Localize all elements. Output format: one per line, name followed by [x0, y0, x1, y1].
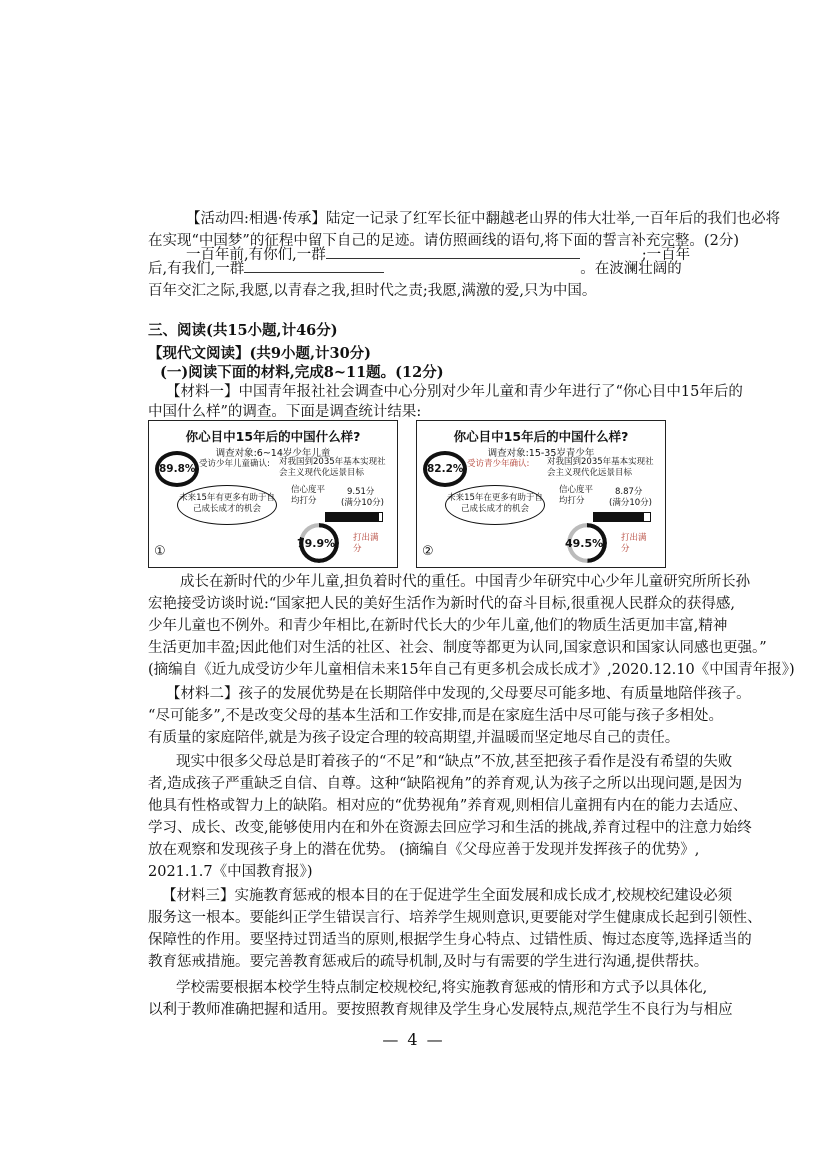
- material-3-para-3: 保障性的作用。要坚持过罚适当的原则,根据学生身心特点、过错性质、悔过态度等,选择适当的: [148, 932, 752, 948]
- chart-1-confirm-label: 受访少年儿童确认:: [199, 459, 270, 469]
- page-number: — 4 —: [382, 1030, 445, 1049]
- answer-blank-1[interactable]: [326, 244, 580, 259]
- survey-chart-1: [148, 420, 398, 568]
- activity-line-3-end: ;一百年: [641, 247, 691, 263]
- chart-1-score: 9.51分: [347, 487, 375, 497]
- activity-line-3-start: 一百年前,有你们,一群: [186, 247, 326, 263]
- activity-line-4-end: 。在波澜壮阔的: [580, 261, 682, 277]
- chart-1-number: ①: [154, 544, 166, 559]
- material-3-para-4: 教育惩戒措施。要完善教育惩戒后的疏导机制,及时与有需要的学生进行沟通,提供帮扶。: [148, 954, 709, 970]
- material-2-para-2: “尽可能多”,不是改变父母的基本生活和工作安排,而是在家庭生活中尽可能与孩子多相处。: [148, 708, 724, 724]
- chart-2-full-score-label: 打出满分: [621, 533, 647, 554]
- material-2-para-3: 有质量的家庭陪伴,就是为孩子设定合理的较高期望,并温暖而坚定地尽自己的责任。: [148, 730, 680, 746]
- chart-2-full-score-percent: 49.5%: [565, 537, 604, 550]
- material-1-para-1: 成长在新时代的少年儿童,担负着时代的重任。中国青少年研究中心少年儿童研究所所长孙: [180, 574, 751, 590]
- answer-blank-2[interactable]: [244, 258, 384, 273]
- material-2-para-5: 者,造成孩子严重缺乏自信、自尊。这种“缺陷视角”的养育观,认为孩子之所以出现问题,是因为: [148, 776, 743, 792]
- chart-1-confirm-percent: 89.8%: [155, 451, 199, 487]
- chart-2-confirm-label: 受访青少年确认:: [467, 459, 530, 469]
- chart-2-title: 你心目中15年后的中国什么样?: [453, 429, 629, 444]
- material-3-para-1: 【材料三】实施教育惩戒的根本目的在于促进学生全面发展和成长成才,校规校纪建设必须: [162, 888, 733, 904]
- chart-1-score-bar: [325, 512, 383, 522]
- chart-1-confirm-text: 对我国到2035年基本实现社会主义现代化远景目标: [279, 457, 386, 478]
- material-2-para-4: 现实中很多父母总是盯着孩子的“不足”和“缺点”不放,甚至把孩子看作是没有希望的失败: [176, 754, 733, 770]
- material-2-source: 2021.1.7《中国教育报》): [148, 864, 313, 880]
- activity-line-2: 在实现“中国梦”的征程中留下自己的足迹。请仿照画线的语句,将下面的誓言补充完整。(2分): [148, 233, 739, 249]
- chart-2-confirm-text: 对我国到2035年基本实现社会主义现代化远景目标: [547, 457, 654, 478]
- chart-1-title: 你心目中15年后的中国什么样?: [185, 429, 361, 444]
- survey-chart-2: [416, 420, 666, 568]
- chart-1-full-score-label: 打出满分: [353, 533, 379, 554]
- chart-2-score-bar-fill: [594, 513, 644, 521]
- chart-2-bubble: 未来15年在更多有助于自己成长成才的机会: [445, 485, 545, 525]
- activity-line-4-start: 后,有我们,一群: [148, 261, 245, 277]
- activity-line-1: 【活动四:相遇·传承】陆定一记录了红军长征中翻越老山界的伟大壮举,一百年后的我们也必将: [186, 211, 781, 227]
- activity-line-5: 百年交汇之际,我愿,以青春之我,担时代之责;我愿,满激的爱,只为中国。: [148, 283, 597, 299]
- chart-2-confirm-percent: 82.2%: [423, 451, 467, 487]
- modern-reading-title: 【现代文阅读】(共9小题,计30分): [148, 345, 372, 362]
- question-title: (一)阅读下面的材料,完成8~11题。(12分): [160, 364, 444, 381]
- material-2-para-8: 放在观察和发现孩子身上的潜在优势。 (摘编自《父母应善于发现并发挥孩子的优势》,: [148, 842, 700, 858]
- chart-2-number: ②: [422, 544, 434, 559]
- material-1-intro-2: 中国什么样”的调查。下面是调查统计结果:: [148, 404, 422, 420]
- chart-1-full-note: (满分10分): [341, 498, 384, 508]
- chart-1-subtitle: 调查对象:6~14岁少年儿童: [215, 448, 331, 459]
- material-2-para-1: 【材料二】孩子的发展优势是在长期陪伴中发现的,父母要尽可能多地、有质量地陪伴孩子。: [166, 686, 751, 702]
- material-2-para-7: 学习、成长、改变,能够使用内在和外在资源去回应学习和生活的挑战,养育过程中的注意力始终: [148, 820, 752, 836]
- material-1-para-3: 少年儿童也不例外。和青少年相比,在新时代长大的少年儿童,他们的物质生活更加丰富,精神: [148, 618, 728, 634]
- chart-1-bubble: 未来15年有更多有助于自己成长成才的机会: [177, 485, 277, 525]
- chart-2-full-note: (满分10分): [609, 498, 652, 508]
- material-1-source: (摘编自《近九成受访少年儿童相信未来15年自己有更多机会成长成才》,2020.12.10《中国青年报》): [148, 662, 795, 678]
- chart-2-score-bar: [593, 512, 651, 522]
- chart-2-subtitle: 调查对象:15-35岁青少年: [487, 448, 595, 459]
- chart-1-score-label: 信心度平均打分: [291, 485, 326, 506]
- section-title: 三、阅读(共15小题,计46分): [148, 322, 338, 339]
- activity-line-4: [148, 258, 682, 279]
- material-3-para-6: 以利于教师准确把握和适用。要按照教育规律及学生身心发展特点,规范学生不良行为与相应: [148, 1002, 733, 1018]
- material-2-para-6: 他具有性格或智力上的缺陷。相对应的“优势视角”养育观,则相信儿童拥有内在的能力去适应、: [148, 798, 748, 814]
- chart-2-score: 8.87分: [615, 487, 643, 497]
- material-1-para-2: 宏艳接受访谈时说:“国家把人民的美好生活作为新时代的奋斗目标,很重视人民群众的获得感,: [148, 596, 736, 612]
- material-1-intro-1: 【材料一】中国青年报社社会调查中心分别对少年儿童和青少年进行了“你心目中15年后的: [166, 384, 743, 400]
- chart-2-score-label: 信心度平均打分: [559, 485, 594, 506]
- material-1-para-4: 生活更加丰盈;因此他们对生活的社区、社会、制度等都更为认同,国家意识和国家认同感也更强。”: [148, 640, 767, 656]
- material-3-para-2: 服务这一根本。要能纠正学生错误言行、培养学生规则意识,更要能对学生健康成长起到引领性、: [148, 910, 762, 926]
- material-3-para-5: 学校需要根据本校学生特点制定校规校纪,将实施教育惩戒的情形和方式予以具体化,: [176, 980, 708, 996]
- chart-1-score-bar-fill: [326, 513, 379, 521]
- chart-1-full-score-percent: 79.9%: [297, 537, 336, 550]
